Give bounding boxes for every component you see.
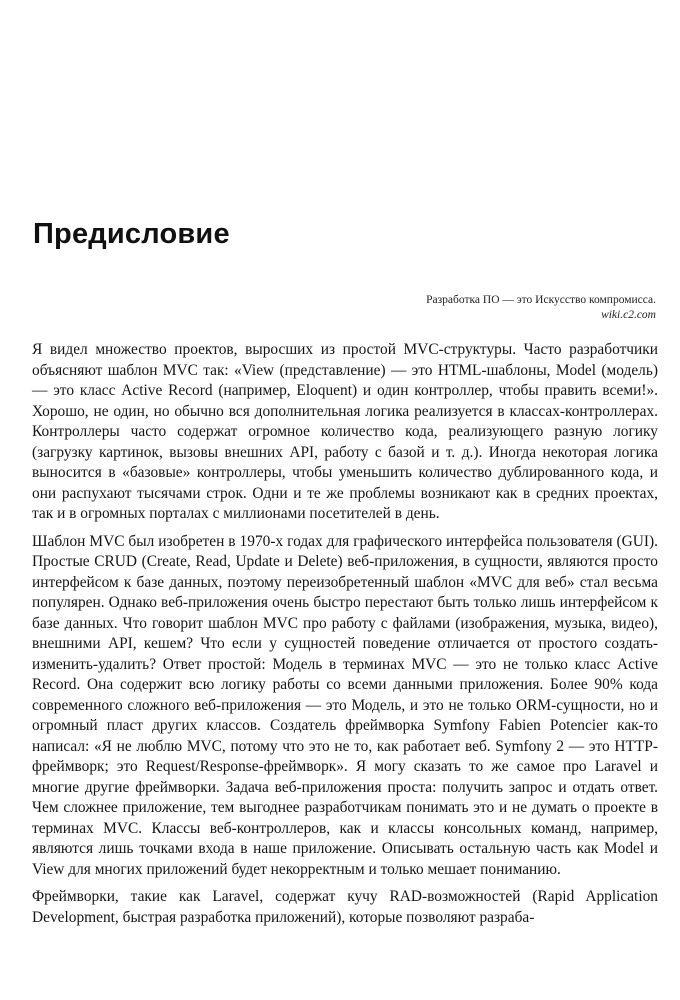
paragraph: Шаблон MVC был изобретен в 1970-х годах для графического интерфейса пользователя (GUI). Простые CRUD (Create, Read, Update и Delete) веб-приложения, в сущности, являются просто интерфейсом к базе данных, поэтому переизобретенный шаблон «MVC для веб» стал весьма популярен. Однако веб-приложения очень быстро перестают быть только лишь интерфейсом к базе данных. Что говорит шаблон MVC про работу с файлами (изображения, музыка, видео), внешними API, кешем? Что если у сущностей поведение отличается от простого создать-изменить-удалить? Ответ простой: Модель в терминах MVC — это не только класс Active Record. Она содержит всю логику работы со всеми данными приложения. Более 90% кода современного сложного веб-приложения — это Модель, и это не только ORM-сущности, но и огромный пласт других классов. Создатель фреймворка Symfony Fabien Potencier как-то написал: «Я не люблю MVC, потому что это не то, как работает веб. Symfony 2 — это HTTP-фреймворк; это Request/Response-фреймворк». Я могу сказать то же самое про Laravel и многие другие фреймворки. Задача веб-приложения проста: получить запрос и отдать ответ. Чем сложнее приложение, тем выгоднее разработчикам понимать это и не думать о проекте в терминах MVC. Классы веб-контроллеров, как и классы консольных команд, например, являются лишь точками входа в наше приложение. Описывать остальную часть как Model и View для многих приложений будет некорректным и только мешает пониманию. <box>32 532 658 878</box>
epigraph-source: wiki.c2.com <box>601 309 656 321</box>
paragraph: Я видел множество проектов, выросших из простой MVC-структуры. Часто разработчики объясняют шаблон MVC так: «View (представление) — это HTML-шаблоны, Model (модель) — это класс Active Record (например, Eloquent) и один контроллер, чтобы править всеми!». Хорошо, не один, но обычно вся дополнительная логика реализуется в классах-контроллерах. Контроллеры часто содержат огромное количество кода, реализующего разную логику (загрузку картинок, вызовы внешних API, работу с базой и т. д.). Иногда некоторая логика выносится в «базовые» контроллеры, чтобы уменьшить количество дублированного кода, и они распухают тысячами строк. Одни и те же проблемы возникают как в средних проектах, так и в огромных порталах с миллионами посетителей в день. <box>32 341 658 522</box>
body-text <box>32 340 658 935</box>
chapter-title: Предисловие <box>33 218 230 250</box>
epigraph <box>256 293 656 323</box>
paragraph: Фреймворки, такие как Laravel, содержат кучу RAD-возможностей (Rapid Application Development, быстрая разработка приложений), которые позволяют разраба- <box>32 888 658 926</box>
epigraph-quote: Разработка ПО — это Искусство компромисса. <box>426 294 656 306</box>
